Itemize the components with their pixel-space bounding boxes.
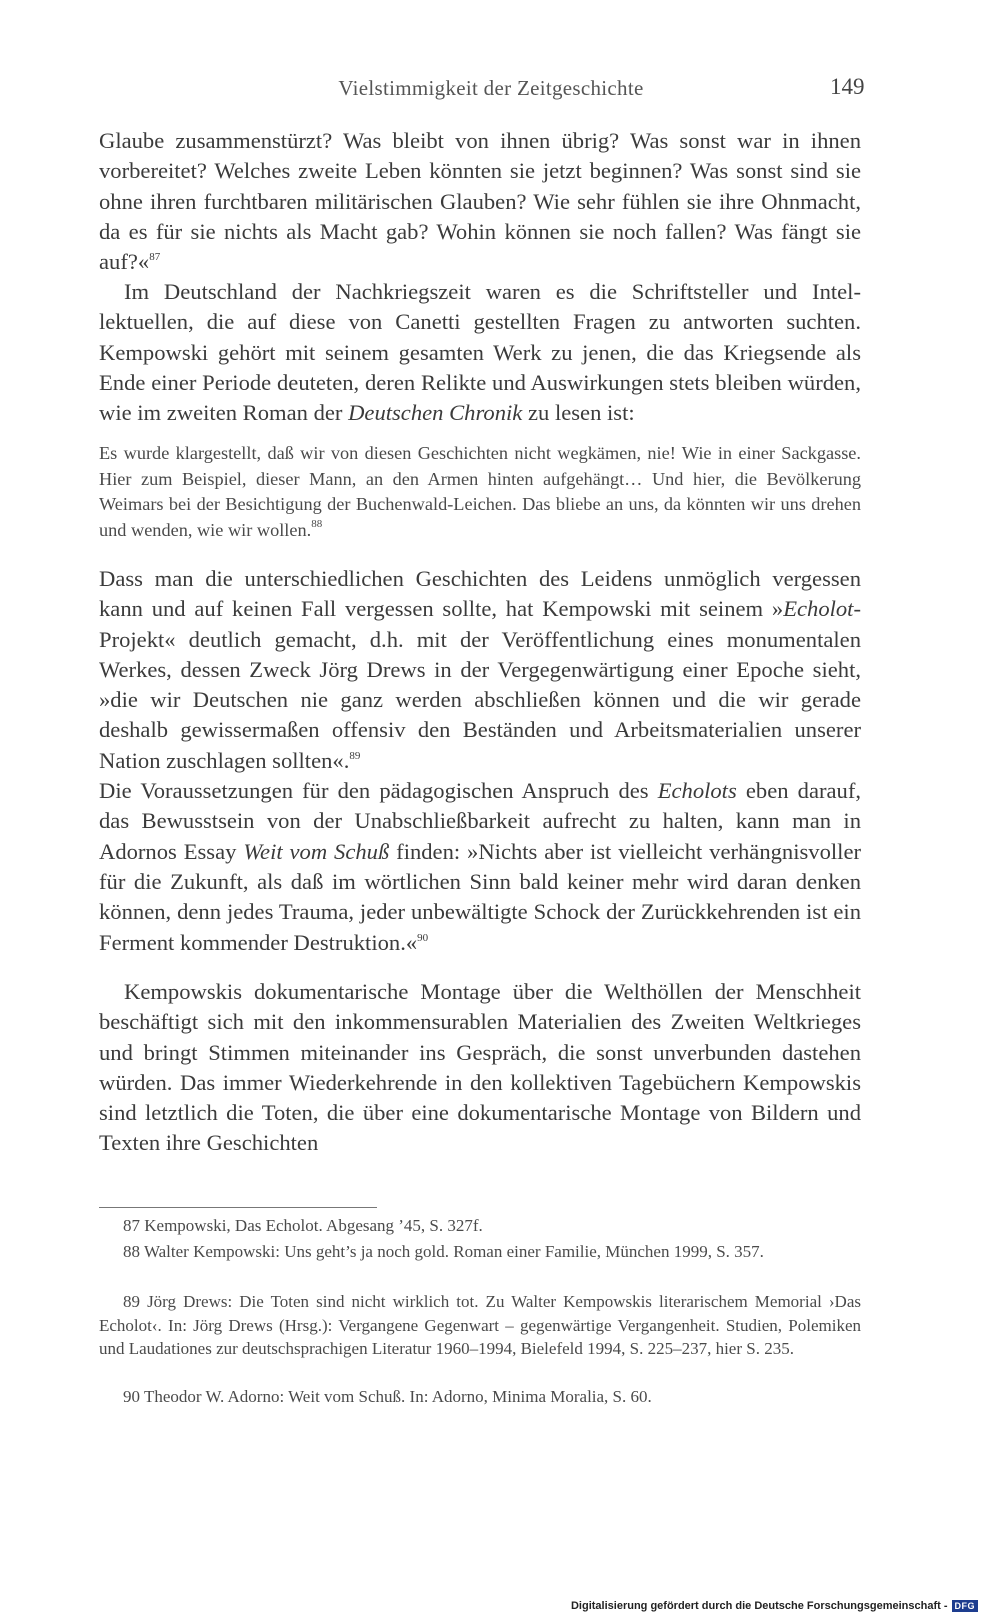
paragraph-2-title: Deutschen Chronik — [348, 400, 523, 426]
footnote-89: 89 Jörg Drews: Die Toten sind nicht wirklich tot. Zu Walter Kempowskis literarischem Memorial ›Das Echolot‹. In: Jörg Drews (Hrsg.): Vergangene Gegenwart – gegenwärtige Vergangenheit. Studien, Polemiken und Laudationes zur deutschsprachigen Literatur 1960–1994, Bielefeld 1994, S. 225–237, hier S. 235. — [99, 1292, 861, 1359]
paragraph-2-text-b: zu lesen ist: — [522, 400, 635, 426]
paragraph-3-title: Echolot — [783, 596, 854, 622]
digitization-footer — [571, 1600, 978, 1612]
paragraph-3 — [99, 564, 861, 958]
paragraph-3-text-c: Die Voraussetzungen für den pädagogischen Anspruch des — [99, 778, 658, 804]
footnote-divider — [99, 1207, 377, 1208]
paragraph-4: Kempowskis dokumentarische Montage über die Welthöllen der Menschheit beschäftigt sich mit den inkommensurablen Materialien des Zweiten Weltkrieges und bringt Stimmen miteinander ins Gespräch, die sonst unverbunden dastehen würden. Das immer Wiederkehrende in den kollektiven Tagebüchern Kempowskis sind letztlich die Toten, die über eine dokumentarische Montage von Bildern und Texten ihre Geschichten — [99, 979, 861, 1156]
block-quote-text: Es wurde klargestellt, daß wir von diesen Geschichten nicht wegkämen, nie! Wie in einer Sackgasse. Hier zum Beispiel, dieser Mann, an den Armen hinten aufgehängt… Und hier, die Bevölkerung Weimars bei der Besichtigung der Buchenwald-Leichen. Das bliebe an uns, da könnten wir uns drehen und wenden, wie wir wollen. — [99, 443, 861, 540]
paragraph-3-text-a: Dass man die unterschiedlichen Geschichten des Leidens unmöglich vergessen kann und auf keinen Fall vergessen sollte, hat Kempowski mit seinem » — [99, 566, 861, 622]
page-number: 149 — [830, 74, 865, 99]
footnote-87: 87 Kempowski, Das Echolot. Abgesang ’45, S. 327f. — [123, 1216, 483, 1235]
paragraph-1-text: Glaube zusammenstürzt? Was bleibt von ihnen übrig? Was sonst war in ihnen vorbereitet? Welches zweite Leben könnten sie jetzt beginnen? Was sonst sind sie ohne ihren furchtbaren militärischen Glauben? Wie sehr fühlen sie ihre Ohnmacht, da es für sie nichts als Macht gab? Wohin können sie noch fallen? Was fängt sie auf?« — [99, 128, 861, 275]
paragraph-1 — [99, 126, 861, 277]
paragraph-3-text-e: finden: »Nichts aber ist vielleicht verhängnisvoller für die Zukunft, als daß im wörtlichen Sinn bald keiner mehr wird daran denken können, denn jedes Trauma, jeder unbewältigte Schock der Zurückkehrenden ist ein Ferment kommender Destruktion.« — [99, 838, 861, 955]
footnote-ref-88: 88 — [311, 517, 323, 530]
footnote-ref-87: 87 — [149, 251, 161, 264]
paragraph-3-text-d: eben darauf, das Bewusstsein von der Unabschließbarkeit aufrecht zu halten, kann man in Adornos Essay — [99, 778, 862, 864]
paragraph-2 — [99, 277, 861, 428]
footnote-90: 90 Theodor W. Adorno: Weit vom Schuß. In: Adorno, Minima Moralia, S. 60. — [123, 1387, 652, 1406]
block-quote — [99, 441, 861, 543]
running-header: Vielstimmigkeit der Zeitgeschichte — [338, 76, 644, 100]
paragraph-3-title-2: Echolots — [657, 778, 737, 804]
footer-text: Digitalisierung gefördert durch die Deutsche Forschungsgemeinschaft - — [570, 1600, 948, 1612]
footnote-ref-89: 89 — [349, 749, 361, 762]
footnote-88: 88 Walter Kempowski: Uns geht’s ja noch gold. Roman einer Familie, München 1999, S. 357. — [123, 1242, 764, 1261]
paragraph-2-text-a: Im Deutschland der Nachkriegszeit waren es die Schriftsteller und Intellektuellen, die auf diese von Canetti gestellten Fragen zu antworten suchten. Kempowski gehört mit seinem gesamten Werk zu jenen, die das Kriegsende als Ende einer Periode deuteten, deren Relikte und Auswirkungen stets bleiben würden, wie im zweiten Roman der — [99, 279, 861, 426]
footnote-ref-90: 90 — [417, 931, 429, 944]
paragraph-3-title-3: Weit vom Schuß — [243, 838, 390, 864]
paragraph-3-text-b: -Projekt« deutlich gemacht, d.h. mit der Veröffentlichung eines monumentalen Werkes, dessen Zweck Jörg Drews in der Vergegenwärtigung einer Epoche sieht, »die wir Deutschen nie ganz werden abschließen können und die wir gerade deshalb gewissermaßen offensiv den Beständen und Arbeitsmaterialien unserer Nation zuschlagen sollten«. — [99, 596, 861, 773]
dfg-logo-icon: DFG — [952, 1600, 979, 1612]
